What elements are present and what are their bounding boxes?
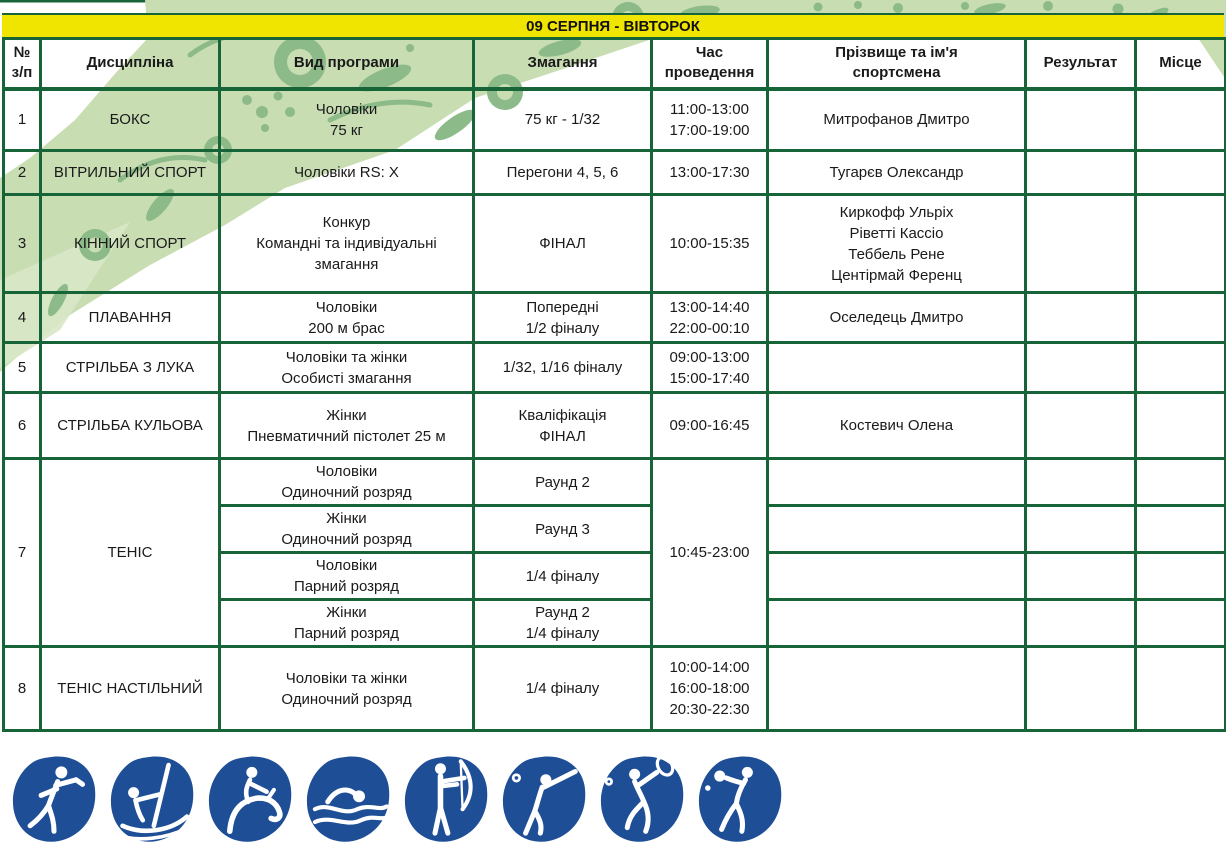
competition-cell: 1/4 фіналу [474, 553, 652, 600]
competition-cell: Раунд 2 [474, 459, 652, 506]
athlete-cell [768, 600, 1026, 647]
competition-cell: 75 кг - 1/32 [474, 89, 652, 151]
place-cell [1136, 647, 1226, 731]
program-cell: Чоловіки Парний розряд [220, 553, 474, 600]
athlete-cell [768, 459, 1026, 506]
program-cell: Жінки Парний розряд [220, 600, 474, 647]
boxing-pictogram-icon [8, 753, 100, 847]
row-number: 5 [4, 343, 41, 393]
result-cell [1026, 553, 1136, 600]
header-number: № з/п [4, 39, 41, 89]
table-row-archery [4, 343, 1226, 393]
place-cell [1136, 506, 1226, 553]
discipline-cell: ТЕНІС [41, 459, 220, 647]
competition-cell: Кваліфікація ФІНАЛ [474, 393, 652, 459]
row-number: 4 [4, 293, 41, 343]
time-cell: 09:00-16:45 [652, 393, 768, 459]
row-number: 7 [4, 459, 41, 647]
row-number: 1 [4, 89, 41, 151]
competition-cell: Попередні 1/2 фіналу [474, 293, 652, 343]
place-cell [1136, 600, 1226, 647]
program-cell: Чоловіки 200 м брас [220, 293, 474, 343]
athlete-cell [768, 647, 1026, 731]
discipline-cell: ТЕНІС НАСТІЛЬНИЙ [41, 647, 220, 731]
result-cell [1026, 151, 1136, 195]
header-row [4, 39, 1226, 89]
time-cell: 11:00-13:00 17:00-19:00 [652, 89, 768, 151]
table-row-equestrian [4, 195, 1226, 293]
result-cell [1026, 459, 1136, 506]
row-number: 6 [4, 393, 41, 459]
schedule-table [2, 37, 1226, 732]
place-cell [1136, 553, 1226, 600]
place-cell [1136, 151, 1226, 195]
row-number: 3 [4, 195, 41, 293]
table-tennis-pictogram-icon [694, 753, 786, 847]
place-cell [1136, 293, 1226, 343]
time-cell: 13:00-14:40 22:00-00:10 [652, 293, 768, 343]
table-row-table-tennis [4, 647, 1226, 731]
table-row-shooting [4, 393, 1226, 459]
competition-cell: Раунд 2 1/4 фіналу [474, 600, 652, 647]
date-title: 09 СЕРПНЯ - ВІВТОРОК [526, 17, 700, 35]
competition-cell: Раунд 3 [474, 506, 652, 553]
result-cell [1026, 195, 1136, 293]
row-number: 2 [4, 151, 41, 195]
athlete-cell [768, 506, 1026, 553]
discipline-cell: БОКС [41, 89, 220, 151]
row-number: 8 [4, 647, 41, 731]
discipline-cell: КІННИЙ СПОРТ [41, 195, 220, 293]
time-cell: 09:00-13:00 15:00-17:40 [652, 343, 768, 393]
discipline-cell: ПЛАВАННЯ [41, 293, 220, 343]
discipline-cell: СТРІЛЬБА З ЛУКА [41, 343, 220, 393]
time-cell: 10:00-14:00 16:00-18:00 20:30-22:30 [652, 647, 768, 731]
sailing-pictogram-icon [106, 753, 198, 847]
athlete-cell: Митрофанов Дмитро [768, 89, 1026, 151]
competition-cell: ФІНАЛ [474, 195, 652, 293]
program-cell: Чоловіки 75 кг [220, 89, 474, 151]
table-row-boxing [4, 89, 1226, 151]
swimming-pictogram-icon [302, 753, 394, 847]
competition-cell: 1/4 фіналу [474, 647, 652, 731]
place-cell [1136, 195, 1226, 293]
table-row-sailing [4, 151, 1226, 195]
sport-pictograms-row [8, 753, 786, 847]
header-discipline: Дисципліна [41, 39, 220, 89]
time-cell: 13:00-17:30 [652, 151, 768, 195]
time-cell: 10:45-23:00 [652, 459, 768, 647]
athlete-cell: Оселедець Дмитро [768, 293, 1026, 343]
athlete-cell: Тугарєв Олександр [768, 151, 1026, 195]
time-cell: 10:00-15:35 [652, 195, 768, 293]
program-cell: Чоловіки та жінки Одиночний розряд [220, 647, 474, 731]
result-cell [1026, 600, 1136, 647]
header-result: Результат [1026, 39, 1136, 89]
athlete-cell [768, 343, 1026, 393]
result-cell [1026, 506, 1136, 553]
program-cell: Жінки Пневматичний пістолет 25 м [220, 393, 474, 459]
archery-pictogram-icon [400, 753, 492, 847]
header-time: Час проведення [652, 39, 768, 89]
place-cell [1136, 459, 1226, 506]
program-cell: Чоловіки Одиночний розряд [220, 459, 474, 506]
result-cell [1026, 647, 1136, 731]
competition-cell: Перегони 4, 5, 6 [474, 151, 652, 195]
header-competition: Змагання [474, 39, 652, 89]
header-place: Місце [1136, 39, 1226, 89]
place-cell [1136, 393, 1226, 459]
result-cell [1026, 293, 1136, 343]
table-row-tennis-1 [4, 459, 1226, 506]
result-cell [1026, 89, 1136, 151]
athlete-cell: Костевич Олена [768, 393, 1026, 459]
place-cell [1136, 343, 1226, 393]
result-cell [1026, 393, 1136, 459]
tennis-pictogram-icon [596, 753, 688, 847]
discipline-cell: СТРІЛЬБА КУЛЬОВА [41, 393, 220, 459]
equestrian-pictogram-icon [204, 753, 296, 847]
program-cell: Чоловіки RS: X [220, 151, 474, 195]
athlete-cell: Киркофф Ульріх Ріветті Кассіо Теббель Рене Центірмай Ференц [768, 195, 1026, 293]
shooting-pictogram-icon [498, 753, 590, 847]
result-cell [1026, 343, 1136, 393]
competition-cell: 1/32, 1/16 фіналу [474, 343, 652, 393]
program-cell: Жінки Одиночний розряд [220, 506, 474, 553]
table-row-swimming [4, 293, 1226, 343]
header-program: Вид програми [220, 39, 474, 89]
discipline-cell: ВІТРИЛЬНИЙ СПОРТ [41, 151, 220, 195]
program-cell: Чоловіки та жінки Особисті змагання [220, 343, 474, 393]
athlete-cell [768, 553, 1026, 600]
program-cell: Конкур Командні та індивідуальні змагання [220, 195, 474, 293]
date-title-bar [2, 13, 1224, 37]
place-cell [1136, 89, 1226, 151]
header-athlete-name: Прізвище та ім'я спортсмена [768, 39, 1026, 89]
